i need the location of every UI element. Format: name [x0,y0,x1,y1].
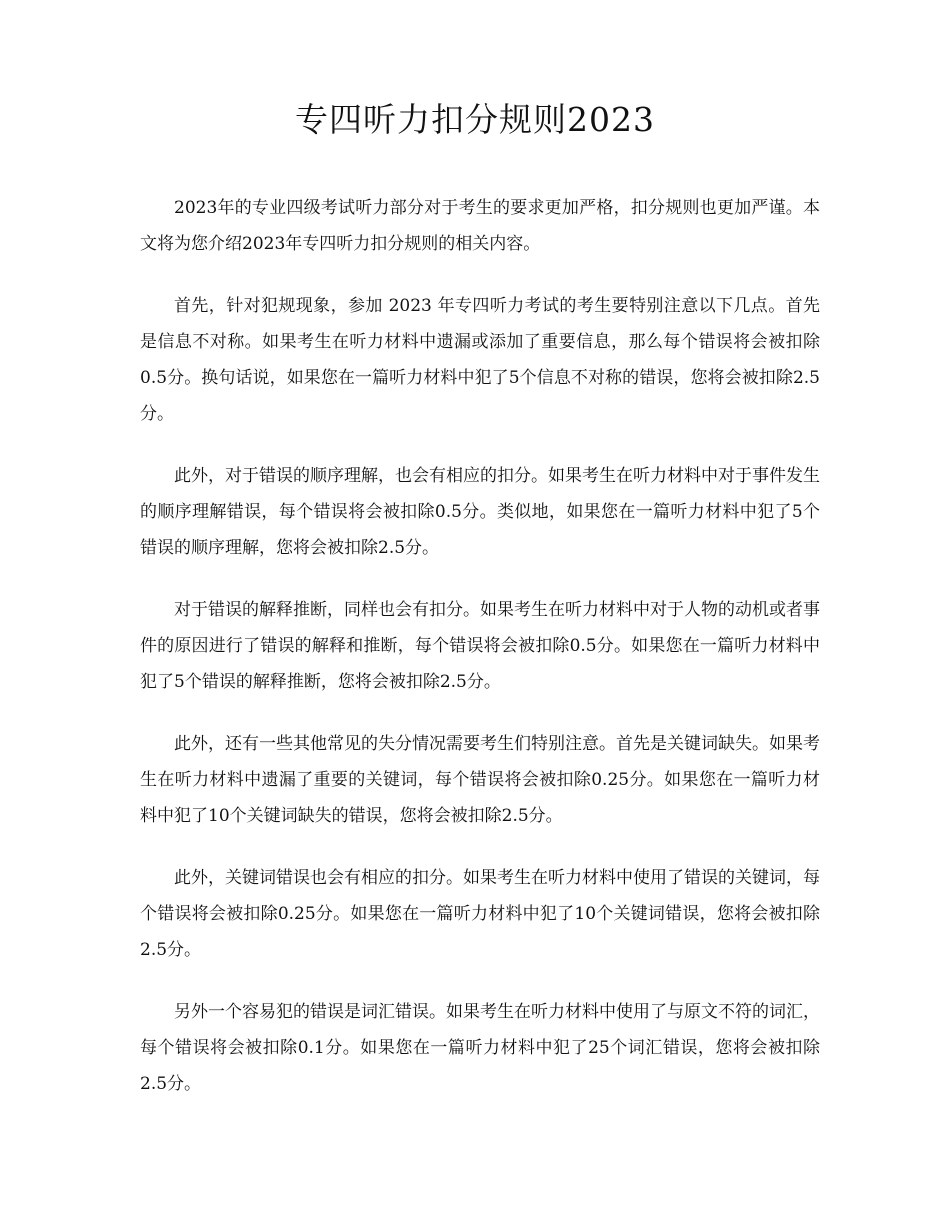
paragraph-intro: 2023年的专业四级考试听力部分对于考生的要求更加严格，扣分规则也更加严谨。本文将为您介绍2023年专四听力扣分规则的相关内容。 [140,198,820,254]
paragraph-keyword-missing: 此外，还有一些其他常见的失分情况需要考生们特别注意。首先是关键词缺失。如果考生在听力材料中遗漏了重要的关键词，每个错误将会被扣除0.25分。如果您在一篇听力材料中犯了10个关键词缺失的错误，您将会被扣除2.5分。 [140,734,820,826]
document-title: 专四听力扣分规则2023 [295,100,655,139]
paragraph-sequence-understanding: 此外，对于错误的顺序理解，也会有相应的扣分。如果考生在听力材料中对于事件发生的顺序理解错误，每个错误将会被扣除0.5分。类似地，如果您在一篇听力材料中犯了5个错误的顺序理解，您将会被扣除2.5分。 [140,466,820,558]
paragraph-interpretation-inference: 对于错误的解释推断，同样也会有扣分。如果考生在听力材料中对于人物的动机或者事件的原因进行了错误的解释和推断，每个错误将会被扣除0.5分。如果您在一篇听力材料中犯了5个错误的解释推断，您将会被扣除2.5分。 [140,600,820,692]
paragraph-information-asymmetry: 首先，针对犯规现象，参加 2023 年专四听力考试的考生要特别注意以下几点。首先是信息不对称。如果考生在听力材料中遗漏或添加了重要信息，那么每个错误将会被扣除0.5分。换句话说，如果您在一篇听力材料中犯了5个信息不对称的错误，您将会被扣除2.5分。 [140,296,820,424]
document-body [140,190,820,1128]
paragraph-keyword-error: 此外，关键词错误也会有相应的扣分。如果考生在听力材料中使用了错误的关键词，每个错误将会被扣除0.25分。如果您在一篇听力材料中犯了10个关键词错误，您将会被扣除2.5分。 [140,868,820,960]
paragraph-vocabulary-error: 另外一个容易犯的错误是词汇错误。如果考生在听力材料中使用了与原文不符的词汇，每个错误将会被扣除0.1分。如果您在一篇听力材料中犯了25个词汇错误，您将会被扣除2.5分。 [140,1002,820,1094]
